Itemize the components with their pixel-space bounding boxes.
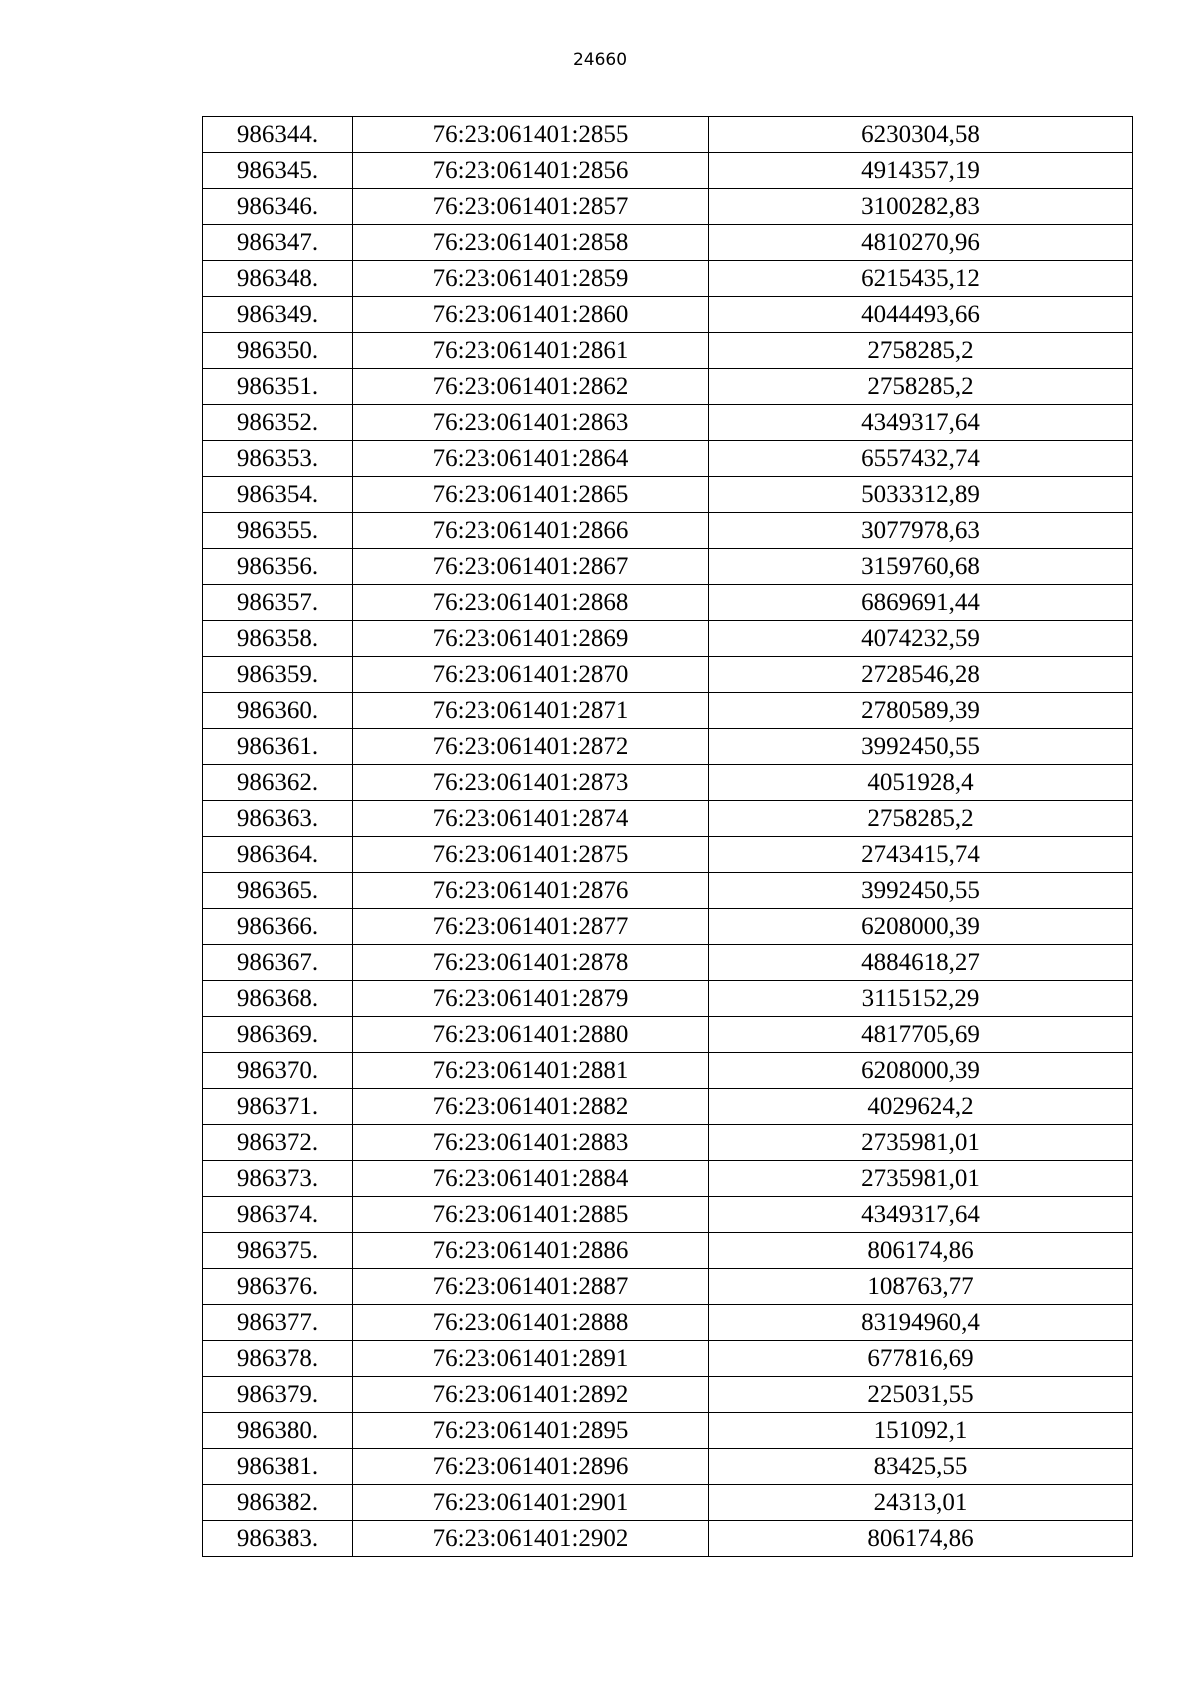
row-number-cell: 986373. <box>203 1161 353 1197</box>
cadastral-number-cell: 76:23:061401:2882 <box>353 1089 709 1125</box>
cadastral-number-cell: 76:23:061401:2883 <box>353 1125 709 1161</box>
row-number-cell: 986382. <box>203 1485 353 1521</box>
value-cell: 806174,86 <box>709 1233 1133 1269</box>
value-cell: 4349317,64 <box>709 1197 1133 1233</box>
row-number-cell: 986357. <box>203 585 353 621</box>
value-cell: 4029624,2 <box>709 1089 1133 1125</box>
table-row <box>203 693 1133 729</box>
cadastral-number-cell: 76:23:061401:2857 <box>353 189 709 225</box>
table-row <box>203 369 1133 405</box>
value-cell: 4044493,66 <box>709 297 1133 333</box>
value-cell: 2743415,74 <box>709 837 1133 873</box>
row-number-cell: 986372. <box>203 1125 353 1161</box>
cadastral-number-cell: 76:23:061401:2855 <box>353 117 709 153</box>
value-cell: 3992450,55 <box>709 873 1133 909</box>
value-cell: 2780589,39 <box>709 693 1133 729</box>
row-number-cell: 986369. <box>203 1017 353 1053</box>
value-cell: 2728546,28 <box>709 657 1133 693</box>
row-number-cell: 986368. <box>203 981 353 1017</box>
row-number-cell: 986361. <box>203 729 353 765</box>
value-cell: 6230304,58 <box>709 117 1133 153</box>
cadastral-number-cell: 76:23:061401:2878 <box>353 945 709 981</box>
row-number-cell: 986351. <box>203 369 353 405</box>
value-cell: 3159760,68 <box>709 549 1133 585</box>
table-row <box>203 225 1133 261</box>
table-row <box>203 441 1133 477</box>
value-cell: 83425,55 <box>709 1449 1133 1485</box>
cadastral-number-cell: 76:23:061401:2902 <box>353 1521 709 1557</box>
value-cell: 83194960,4 <box>709 1305 1133 1341</box>
table-row <box>203 801 1133 837</box>
cadastral-number-cell: 76:23:061401:2873 <box>353 765 709 801</box>
table-row <box>203 261 1133 297</box>
table-row <box>203 873 1133 909</box>
row-number-cell: 986353. <box>203 441 353 477</box>
value-cell: 6869691,44 <box>709 585 1133 621</box>
row-number-cell: 986383. <box>203 1521 353 1557</box>
row-number-cell: 986350. <box>203 333 353 369</box>
row-number-cell: 986362. <box>203 765 353 801</box>
table-row <box>203 1125 1133 1161</box>
cadastral-number-cell: 76:23:061401:2863 <box>353 405 709 441</box>
cadastral-number-cell: 76:23:061401:2886 <box>353 1233 709 1269</box>
row-number-cell: 986349. <box>203 297 353 333</box>
table-row <box>203 477 1133 513</box>
cadastral-number-cell: 76:23:061401:2861 <box>353 333 709 369</box>
value-cell: 6215435,12 <box>709 261 1133 297</box>
value-cell: 4884618,27 <box>709 945 1133 981</box>
row-number-cell: 986355. <box>203 513 353 549</box>
table-row <box>203 333 1133 369</box>
row-number-cell: 986380. <box>203 1413 353 1449</box>
cadastral-number-cell: 76:23:061401:2871 <box>353 693 709 729</box>
cadastral-number-cell: 76:23:061401:2859 <box>353 261 709 297</box>
table-row <box>203 1233 1133 1269</box>
table-row <box>203 549 1133 585</box>
row-number-cell: 986356. <box>203 549 353 585</box>
cadastral-number-cell: 76:23:061401:2888 <box>353 1305 709 1341</box>
row-number-cell: 986374. <box>203 1197 353 1233</box>
row-number-cell: 986364. <box>203 837 353 873</box>
cadastral-number-cell: 76:23:061401:2876 <box>353 873 709 909</box>
table-row <box>203 837 1133 873</box>
value-cell: 3077978,63 <box>709 513 1133 549</box>
cadastral-number-cell: 76:23:061401:2864 <box>353 441 709 477</box>
value-cell: 4810270,96 <box>709 225 1133 261</box>
row-number-cell: 986381. <box>203 1449 353 1485</box>
cadastral-number-cell: 76:23:061401:2896 <box>353 1449 709 1485</box>
row-number-cell: 986377. <box>203 1305 353 1341</box>
table-row <box>203 117 1133 153</box>
row-number-cell: 986375. <box>203 1233 353 1269</box>
cadastral-number-cell: 76:23:061401:2887 <box>353 1269 709 1305</box>
cadastral-number-cell: 76:23:061401:2866 <box>353 513 709 549</box>
records-table-body <box>203 117 1133 1557</box>
table-row <box>203 1485 1133 1521</box>
table-row <box>203 1269 1133 1305</box>
row-number-cell: 986360. <box>203 693 353 729</box>
value-cell: 3992450,55 <box>709 729 1133 765</box>
table-row <box>203 1053 1133 1089</box>
table-row <box>203 1305 1133 1341</box>
records-table <box>202 116 1133 1557</box>
value-cell: 2758285,2 <box>709 333 1133 369</box>
row-number-cell: 986354. <box>203 477 353 513</box>
cadastral-number-cell: 76:23:061401:2895 <box>353 1413 709 1449</box>
cadastral-number-cell: 76:23:061401:2858 <box>353 225 709 261</box>
value-cell: 4817705,69 <box>709 1017 1133 1053</box>
value-cell: 2758285,2 <box>709 369 1133 405</box>
row-number-cell: 986365. <box>203 873 353 909</box>
cadastral-number-cell: 76:23:061401:2869 <box>353 621 709 657</box>
row-number-cell: 986379. <box>203 1377 353 1413</box>
row-number-cell: 986345. <box>203 153 353 189</box>
row-number-cell: 986376. <box>203 1269 353 1305</box>
cadastral-number-cell: 76:23:061401:2862 <box>353 369 709 405</box>
table-row <box>203 405 1133 441</box>
cadastral-number-cell: 76:23:061401:2856 <box>353 153 709 189</box>
row-number-cell: 986348. <box>203 261 353 297</box>
table-row <box>203 945 1133 981</box>
cadastral-number-cell: 76:23:061401:2870 <box>353 657 709 693</box>
table-row <box>203 657 1133 693</box>
row-number-cell: 986352. <box>203 405 353 441</box>
table-row <box>203 153 1133 189</box>
row-number-cell: 986370. <box>203 1053 353 1089</box>
table-row <box>203 1197 1133 1233</box>
row-number-cell: 986346. <box>203 189 353 225</box>
table-row <box>203 1377 1133 1413</box>
table-row <box>203 513 1133 549</box>
cadastral-number-cell: 76:23:061401:2872 <box>353 729 709 765</box>
table-row <box>203 585 1133 621</box>
value-cell: 24313,01 <box>709 1485 1133 1521</box>
table-row <box>203 621 1133 657</box>
row-number-cell: 986359. <box>203 657 353 693</box>
cadastral-number-cell: 76:23:061401:2884 <box>353 1161 709 1197</box>
table-row <box>203 1413 1133 1449</box>
table-row <box>203 189 1133 225</box>
row-number-cell: 986358. <box>203 621 353 657</box>
value-cell: 806174,86 <box>709 1521 1133 1557</box>
cadastral-number-cell: 76:23:061401:2874 <box>353 801 709 837</box>
table-row <box>203 1341 1133 1377</box>
table-row <box>203 1521 1133 1557</box>
value-cell: 3100282,83 <box>709 189 1133 225</box>
value-cell: 677816,69 <box>709 1341 1133 1377</box>
cadastral-number-cell: 76:23:061401:2879 <box>353 981 709 1017</box>
table-row <box>203 729 1133 765</box>
cadastral-number-cell: 76:23:061401:2891 <box>353 1341 709 1377</box>
cadastral-number-cell: 76:23:061401:2875 <box>353 837 709 873</box>
value-cell: 225031,55 <box>709 1377 1133 1413</box>
table-row <box>203 1161 1133 1197</box>
value-cell: 4914357,19 <box>709 153 1133 189</box>
row-number-cell: 986366. <box>203 909 353 945</box>
value-cell: 4349317,64 <box>709 405 1133 441</box>
row-number-cell: 986371. <box>203 1089 353 1125</box>
cadastral-number-cell: 76:23:061401:2860 <box>353 297 709 333</box>
cadastral-number-cell: 76:23:061401:2877 <box>353 909 709 945</box>
value-cell: 108763,77 <box>709 1269 1133 1305</box>
value-cell: 6208000,39 <box>709 909 1133 945</box>
row-number-cell: 986344. <box>203 117 353 153</box>
cadastral-number-cell: 76:23:061401:2892 <box>353 1377 709 1413</box>
row-number-cell: 986363. <box>203 801 353 837</box>
value-cell: 5033312,89 <box>709 477 1133 513</box>
cadastral-number-cell: 76:23:061401:2901 <box>353 1485 709 1521</box>
cadastral-number-cell: 76:23:061401:2868 <box>353 585 709 621</box>
cadastral-number-cell: 76:23:061401:2867 <box>353 549 709 585</box>
page-number: 24660 <box>572 50 628 70</box>
value-cell: 6557432,74 <box>709 441 1133 477</box>
table-row <box>203 909 1133 945</box>
value-cell: 2735981,01 <box>709 1125 1133 1161</box>
cadastral-number-cell: 76:23:061401:2885 <box>353 1197 709 1233</box>
value-cell: 3115152,29 <box>709 981 1133 1017</box>
value-cell: 151092,1 <box>709 1413 1133 1449</box>
table-row <box>203 981 1133 1017</box>
value-cell: 6208000,39 <box>709 1053 1133 1089</box>
table-row <box>203 765 1133 801</box>
table-row <box>203 1449 1133 1485</box>
cadastral-number-cell: 76:23:061401:2880 <box>353 1017 709 1053</box>
value-cell: 4074232,59 <box>709 621 1133 657</box>
table-row <box>203 1089 1133 1125</box>
cadastral-number-cell: 76:23:061401:2881 <box>353 1053 709 1089</box>
table-row <box>203 297 1133 333</box>
value-cell: 2758285,2 <box>709 801 1133 837</box>
value-cell: 4051928,4 <box>709 765 1133 801</box>
row-number-cell: 986347. <box>203 225 353 261</box>
row-number-cell: 986367. <box>203 945 353 981</box>
table-row <box>203 1017 1133 1053</box>
value-cell: 2735981,01 <box>709 1161 1133 1197</box>
cadastral-number-cell: 76:23:061401:2865 <box>353 477 709 513</box>
row-number-cell: 986378. <box>203 1341 353 1377</box>
